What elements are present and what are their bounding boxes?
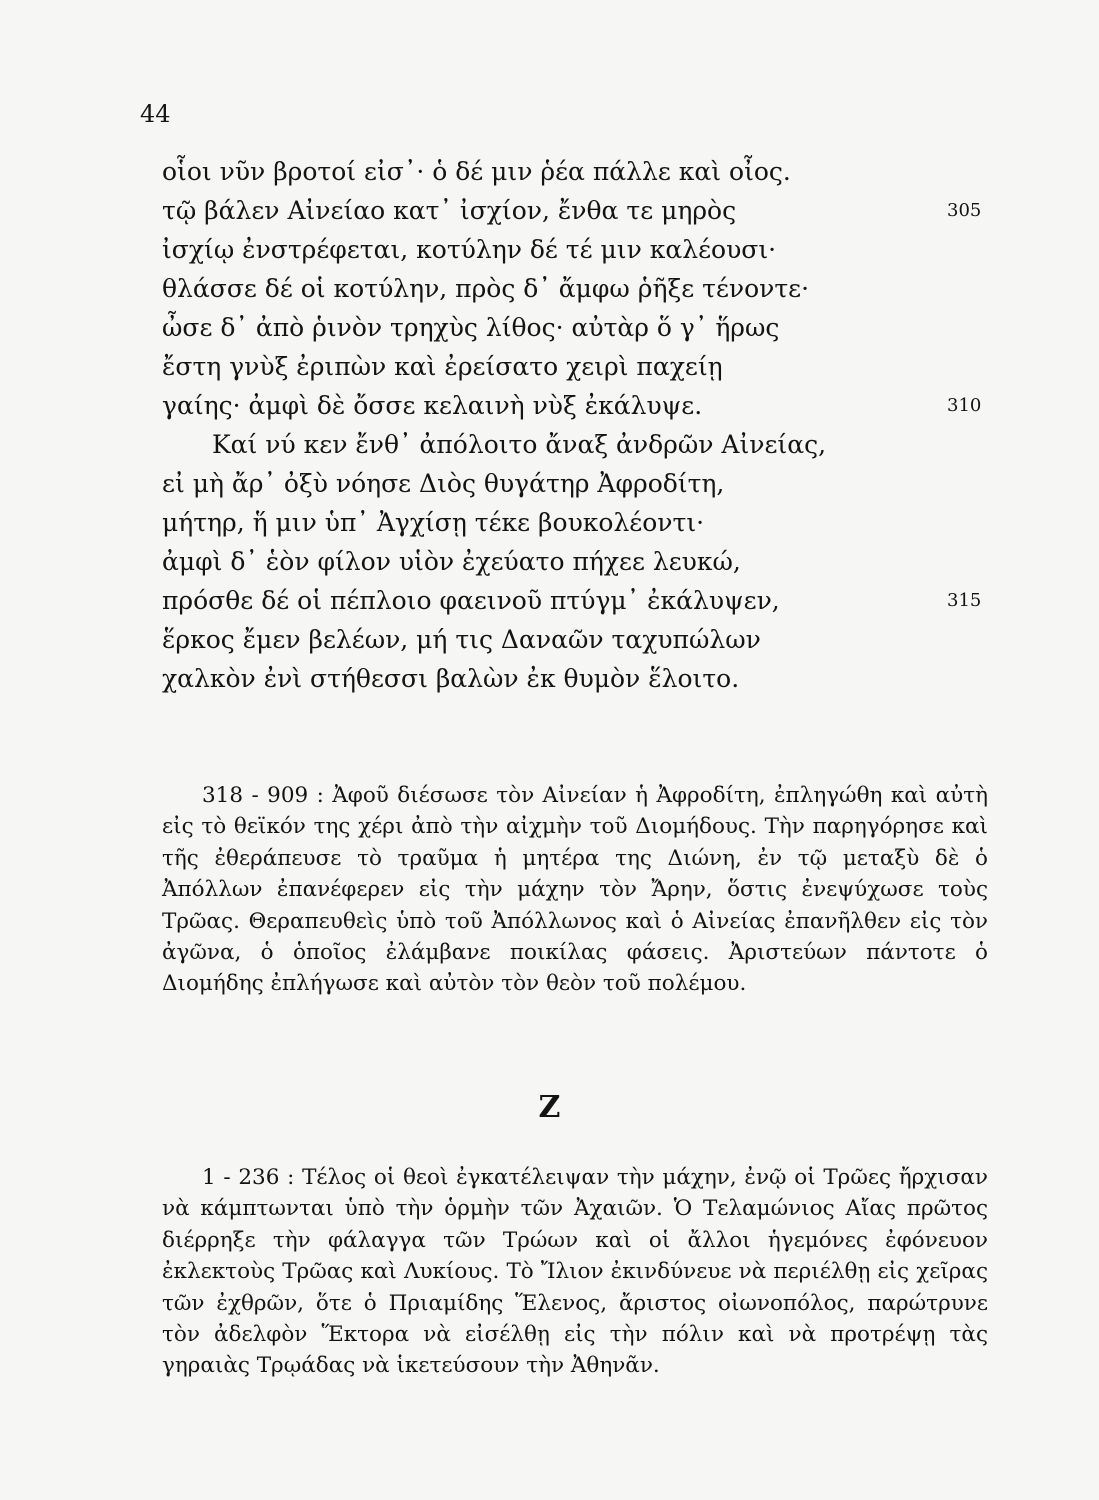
summary-paragraph [162,780,988,1000]
verse-text: πρόσθε δέ οἱ πέπλοιο φαεινοῦ πτύγμ᾽ ἐκάλυψεν, [162,586,780,615]
verse-line [162,386,982,425]
summary-text: Ἀφοῦ διέσωσε τὸν Αἰνείαν ἡ Ἀφροδίτη, ἐπληγώθη καὶ αὐτὴ εἰς τὸ θεϊκόν της χέρι ἀπὸ τὴν αἰχμὴν τοῦ Διομήδους. Τὴν παρηγόρησε καὶ τῆς ἐθεράπευσε τὸ τραῦμα ἡ μητέρα της Διώνη, ἐν τῷ μεταξὺ δὲ ὁ Ἀπόλλων ἐπανέφερεν εἰς τὴν μάχην τὸν Ἄρην, ὅστις ἐνεψύχωσε τοὺς Τρῶας. Θεραπευθεὶς ὑπὸ τοῦ Ἀπόλλωνος καὶ ὁ Αἰνείας ἐπανῆλθεν εἰς τὸν ἀγῶνα, ὁ ὁποῖος ἐλάμβανε ποικίλας φάσεις. Ἀριστεύων πάντοτε ὁ Διομήδης ἐπλήγωσε καὶ αὐτὸν τὸν θεὸν τοῦ πολέμου. [162,783,988,997]
verse-line [162,581,982,620]
line-range: 1 - 236 : [202,1165,295,1190]
verse-text: εἰ μὴ ἄρ᾽ ὀξὺ νόησε Διὸς θυγάτηρ Ἀφροδίτη, [162,469,725,498]
verse-line [162,152,982,191]
verse-text: μήτηρ, ἥ μιν ὑπ᾽ Ἀγχίσῃ τέκε βουκολέοντι· [162,508,705,537]
verse-line [162,425,982,464]
line-number: 315 [947,590,982,611]
verse-line [162,542,982,581]
verse-text: γαίης· ἀμφὶ δὲ ὄσσε κελαινὴ νὺξ ἐκάλυψε. [162,391,703,420]
verse-line [162,347,982,386]
verse-line [162,191,982,230]
verse-text: ὦσε δ᾽ ἀπὸ ῥινὸν τρηχὺς λίθος· αὐτὰρ ὅ γ᾽ ἥρως [162,313,780,342]
verse-text: θλάσσε δέ οἱ κοτύλην, πρὸς δ᾽ ἄμφω ῥῆξε τένοντε· [162,274,810,303]
line-number: 310 [947,395,982,416]
line-range: 318 - 909 : [202,783,324,808]
verse-text: τῷ βάλεν Αἰνείαο κατ᾽ ἰσχίον, ἔνθα τε μηρὸς [162,196,737,225]
verse-text: χαλκὸν ἐνὶ στήθεσσι βαλὼν ἐκ θυμὸν ἕλοιτο. [162,664,740,693]
verse-line [162,308,982,347]
verse-line [162,503,982,542]
verse-text: Καί νύ κεν ἔνθ᾽ ἀπόλοιτο ἄναξ ἀνδρῶν Αἰνείας, [212,430,827,459]
line-number: 305 [947,200,982,221]
verse-line [162,230,982,269]
verse-line [162,659,982,698]
summary-text: Τέλος οἱ θεοὶ ἐγκατέλειψαν τὴν μάχην, ἐνῷ οἱ Τρῶες ἤρχισαν νὰ κάμπτωνται ὑπὸ τὴν ὁρμὴν τῶν Ἀχαιῶν. Ὁ Τελαμώνιος Αἴας πρῶτος διέρρηξε τὴν φάλαγγα τῶν Τρώων καὶ οἱ ἄλλοι ἡγεμόνες ἐφόνευον ἐκλεκτοὺς Τρῶας καὶ Λυκίους. Τὸ Ἴλιον ἐκινδύνευε νὰ περιέλθῃ εἰς χεῖρας τῶν ἐχθρῶν, ὅτε ὁ Πριαμίδης Ἕλενος, ἄριστος οἰωνοπόλος, παρώτρυνε τὸν ἀδελφὸν Ἕκτορα νὰ εἰσέλθῃ εἰς τὴν πόλιν καὶ νὰ προτρέψῃ τὰς γηραιὰς Τρῳάδας νὰ ἱκετεύσουν τὴν Ἀθηνᾶν. [162,1165,988,1379]
verse-line [162,620,982,659]
verse-text: ἕρκος ἔμεν βελέων, μή τις Δαναῶν ταχυπώλων [162,625,761,654]
verse-text: ἔστη γνὺξ ἐριπὼν καὶ ἐρείσατο χειρὶ παχείῃ [162,352,723,381]
verse-text: οἷοι νῦν βροτοί εἰσ᾽· ὁ δέ μιν ῥέα πάλλε καὶ οἶος. [162,157,791,186]
verse-line [162,464,982,503]
book-heading: Ζ [538,1090,561,1125]
verse-block [162,152,982,698]
verse-text: ἰσχίῳ ἐνστρέφεται, κοτύλην δέ τέ μιν καλέουσι· [162,235,777,264]
verse-line [162,269,982,308]
summary-paragraph [162,1162,988,1382]
verse-text: ἀμφὶ δ᾽ ἑὸν φίλον υἱὸν ἐχεύατο πήχεε λευκώ, [162,547,741,576]
page-number: 44 [140,100,171,128]
